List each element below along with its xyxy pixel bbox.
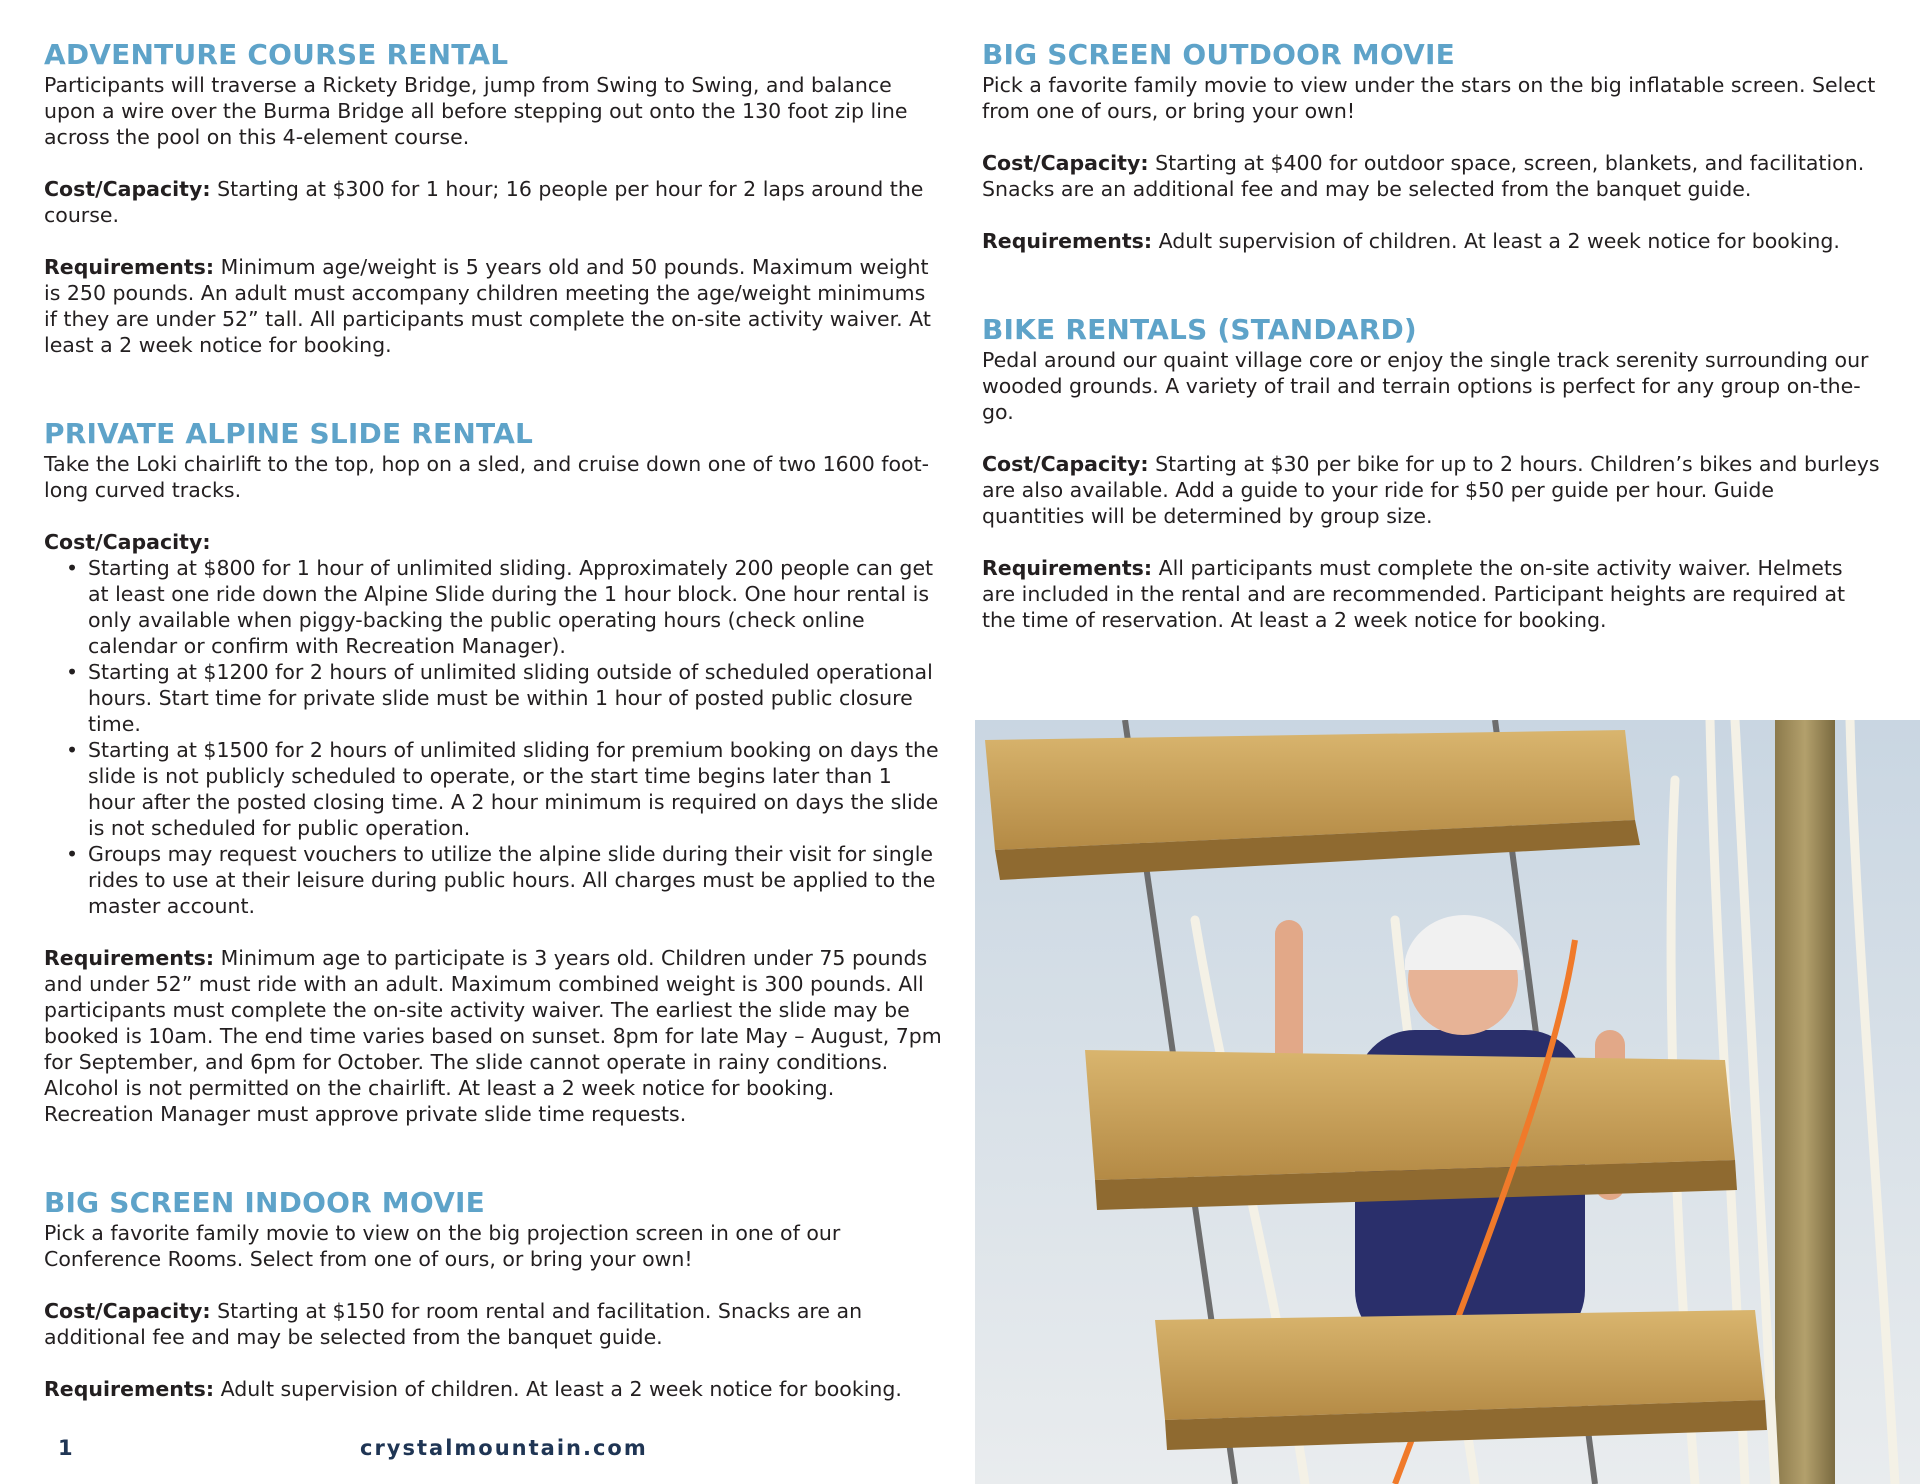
left-column [44, 38, 944, 1402]
alpine-slide-section [44, 417, 944, 1127]
requirements [982, 555, 1882, 633]
cost-label: Cost/Capacity: [44, 1299, 211, 1323]
cost-capacity [44, 176, 944, 228]
requirements-text: Minimum age/weight is 5 years old and 50 pounds. Maximum weight is 250 pounds. An adult must accompany children meeting the age/weight minimums if they are under 52” tall. All participants must complete the on-site activity waiver. At least a 2 week notice for booking. [44, 255, 931, 357]
requirements-text: All participants must complete the on-site activity waiver. Helmets are included in the rental and are recommended. Participant heights are required at the time of reservation. At least a 2 week notice for booking. [982, 556, 1846, 632]
cost-capacity [44, 1298, 944, 1350]
cost-label: Cost/Capacity: [44, 530, 211, 554]
list-item: • Starting at $1200 for 2 hours of unlimited sliding outside of scheduled operational hours. Start time for private slide must be within 1 hour of posted public closure time. [88, 659, 944, 737]
right-column [982, 38, 1882, 633]
cost-label: Cost/Capacity: [44, 177, 211, 201]
requirements-label: Requirements: [44, 946, 215, 970]
requirements [44, 254, 944, 358]
section-title: PRIVATE ALPINE SLIDE RENTAL [44, 417, 534, 450]
section-intro: Pick a favorite family movie to view on the big projection screen in one of our Conference Rooms. Select from one of ours, or bring your own! [44, 1221, 841, 1271]
bike-rentals-section [982, 313, 1882, 633]
page-number: 1 [58, 1436, 73, 1460]
cost-label: Cost/Capacity: [982, 452, 1149, 476]
section-intro: Pick a favorite family movie to view under the stars on the big inflatable screen. Select from one of ours, or bring your own! [982, 73, 1876, 123]
requirements-text: Minimum age to participate is 3 years old. Children under 75 pounds and under 52” must ride with an adult. Maximum combined weight is 300 pounds. All participants must complete the on-site activity waiver. The earliest the slide may be booked is 10am. The end time varies based on sunset. 8pm for late May – August, 7pm for September, and 6pm for October. The slide cannot operate in rainy conditions. Alcohol is not permitted on the chairlift. At least a 2 week notice for booking. Recreation Manager must approve private slide time requests. [44, 946, 942, 1126]
requirements-label: Requirements: [982, 556, 1153, 580]
requirements-label: Requirements: [44, 1377, 215, 1401]
requirements [44, 945, 944, 1127]
section-title: ADVENTURE COURSE RENTAL [44, 38, 509, 71]
outdoor-movie-section [982, 38, 1882, 254]
section-intro: Take the Loki chairlift to the top, hop on a sled, and cruise down one of two 1600 foot-long curved tracks. [44, 452, 930, 502]
list-item: • Starting at $1500 for 2 hours of unlimited sliding for premium booking on days the slide is not publicly scheduled to operate, or the start time begins later than 1 hour after the posted closing time. A 2 hour minimum is required on days the slide is not scheduled for public operation. [88, 737, 944, 841]
section-title: BIG SCREEN OUTDOOR MOVIE [982, 38, 1455, 71]
cost-text: Starting at $300 for 1 hour; 16 people per hour for 2 laps around the course. [44, 177, 924, 227]
section-intro: Pedal around our quaint village core or enjoy the single track serenity surrounding our wooded grounds. A variety of trail and terrain options is perfect for any group on-the-go. [982, 348, 1869, 424]
cost-capacity [44, 529, 944, 555]
requirements [44, 1376, 944, 1402]
indoor-movie-section [44, 1186, 944, 1402]
cost-text: Starting at $150 for room rental and facilitation. Snacks are an additional fee and may be selected from the banquet guide. [44, 1299, 863, 1349]
requirements-text: Adult supervision of children. At least a 2 week notice for booking. [1152, 229, 1840, 253]
section-title: BIG SCREEN INDOOR MOVIE [44, 1186, 485, 1219]
adventure-course-section [44, 38, 944, 358]
cost-text: Starting at $400 for outdoor space, screen, blankets, and facilitation. Snacks are an additional fee and may be selected from the banquet guide. [982, 151, 1865, 201]
list-item: • Groups may request vouchers to utilize the alpine slide during their visit for single rides to use at their leisure during public hours. All charges must be applied to the master account. [88, 841, 944, 919]
website-link[interactable]: crystalmountain.com [360, 1436, 648, 1460]
pricing-list [44, 555, 944, 919]
cost-capacity [982, 451, 1882, 529]
section-intro: Participants will traverse a Rickety Bridge, jump from Swing to Swing, and balance upon a wire over the Burma Bridge all before stepping out onto the 130 foot zip line across the pool on this 4-element course. [44, 73, 908, 149]
cost-label: Cost/Capacity: [982, 151, 1149, 175]
requirements-label: Requirements: [982, 229, 1153, 253]
ropes-course-photo [975, 720, 1920, 1484]
cost-text: Starting at $30 per bike for up to 2 hours. Children’s bikes and burleys are also available. Add a guide to your ride for $50 per guide per hour. Guide quantities will be determined by group size. [982, 452, 1880, 528]
requirements-label: Requirements: [44, 255, 215, 279]
list-item: • Starting at $800 for 1 hour of unlimited sliding. Approximately 200 people can get at least one ride down the Alpine Slide during the 1 hour block. One hour rental is only available when piggy-backing the public operating hours (check online calendar or confirm with Recreation Manager). [88, 555, 944, 659]
section-title: BIKE RENTALS (STANDARD) [982, 313, 1417, 346]
ropes-course-illustration [975, 720, 1920, 1484]
requirements [982, 228, 1882, 254]
cost-capacity [982, 150, 1882, 202]
requirements-text: Adult supervision of children. At least a 2 week notice for booking. [214, 1377, 902, 1401]
